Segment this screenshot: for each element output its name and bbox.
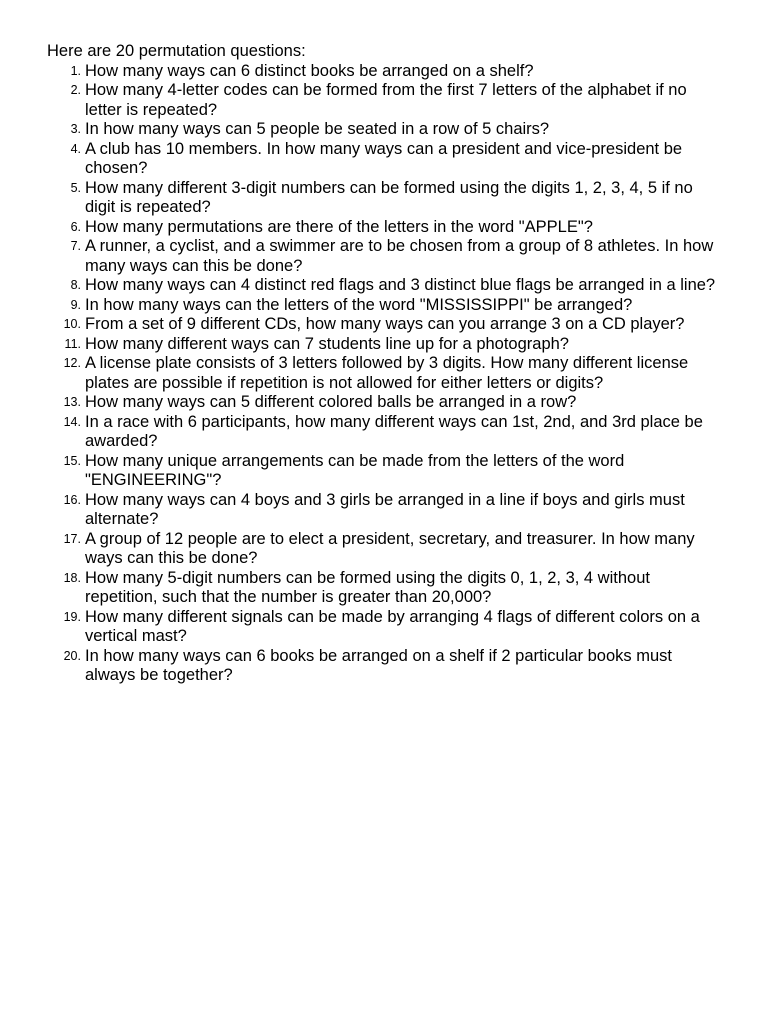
question-item (47, 569, 723, 608)
question-item (47, 647, 723, 686)
question-item (47, 120, 723, 140)
question-text: A license plate consists of 3 letters followed by 3 digits. How many different license plates are possible if repetition is not allowed for either letters or digits? (85, 354, 689, 392)
question-number: 10. (63, 317, 81, 331)
question-text: How many different 3-digit numbers can be formed using the digits 1, 2, 3, 4, 5 if no digit is repeated? (85, 178, 693, 216)
question-item (47, 354, 723, 393)
question-number: 13. (63, 395, 81, 409)
question-number: 11. (64, 336, 81, 351)
question-text: How many ways can 4 distinct red flags and 3 distinct blue flags be arranged in a line? (85, 276, 716, 294)
question-number: 12. (63, 356, 81, 370)
question-text: How many permutations are there of the letters in the word "APPLE"? (85, 217, 593, 236)
question-text: How many ways can 6 distinct books be arranged on a shelf? (85, 61, 534, 80)
question-item (47, 140, 723, 179)
question-number: 14. (63, 414, 81, 429)
question-number: 6. (70, 219, 81, 234)
question-text: How many 4-letter codes can be formed from the first 7 letters of the alphabet if no letter is repeated? (85, 81, 687, 119)
question-number: 2. (70, 83, 81, 97)
question-item (47, 179, 723, 218)
question-number: 3. (70, 122, 81, 136)
question-text: How many ways can 4 boys and 3 girls be arranged in a line if boys and girls must alternate? (85, 490, 685, 528)
question-number: 1. (70, 63, 81, 78)
question-text: How many 5-digit numbers can be formed using the digits 0, 1, 2, 3, 4 without repetition, such that the number is greater than 20,000? (85, 568, 650, 606)
intro-text: Here are 20 permutation questions: (47, 42, 306, 60)
question-item (47, 608, 723, 647)
question-text: A runner, a cyclist, and a swimmer are to be chosen from a group of 8 athletes. In how many ways can this be done? (85, 237, 714, 275)
question-item (47, 237, 723, 276)
question-text: In how many ways can the letters of the word "MISSISSIPPI" be arranged? (85, 295, 633, 314)
question-text: A group of 12 people are to elect a president, secretary, and treasurer. In how many ways can this be done? (85, 529, 695, 567)
question-number: 7. (70, 239, 81, 253)
question-number: 9. (70, 297, 81, 312)
question-number: 20. (63, 648, 81, 663)
question-text: How many ways can 5 different colored balls be arranged in a row? (85, 393, 577, 411)
question-text: In how many ways can 5 people be seated in a row of 5 chairs? (85, 120, 550, 138)
question-item (47, 315, 723, 335)
question-item (47, 296, 723, 316)
question-item (47, 335, 723, 355)
question-item (47, 530, 723, 569)
question-number: 5. (70, 180, 81, 195)
question-text: How many unique arrangements can be made from the letters of the word "ENGINEERING"? (85, 451, 625, 489)
question-item (47, 413, 723, 452)
question-item (47, 62, 723, 82)
question-list (47, 62, 728, 686)
question-text: How many different ways can 7 students line up for a photograph? (85, 334, 569, 353)
question-text: A club has 10 members. In how many ways can a president and vice-president be chosen? (85, 139, 683, 177)
question-number: 18. (63, 570, 81, 585)
question-item (47, 218, 723, 238)
question-item (47, 452, 723, 491)
question-item (47, 276, 723, 296)
question-item (47, 393, 723, 413)
question-number: 19. (63, 609, 81, 624)
question-text: In a race with 6 participants, how many different ways can 1st, 2nd, and 3rd place be awarded? (85, 412, 703, 450)
question-number: 16. (63, 492, 81, 507)
question-number: 8. (70, 278, 81, 292)
question-number: 17. (63, 531, 81, 546)
question-text: From a set of 9 different CDs, how many ways can you arrange 3 on a CD player? (85, 315, 685, 333)
question-item (47, 81, 723, 120)
question-text: In how many ways can 6 books be arranged on a shelf if 2 particular books must always be together? (85, 646, 672, 684)
question-item (47, 491, 723, 530)
question-number: 15. (63, 453, 81, 468)
question-text: How many different signals can be made by arranging 4 flags of different colors on a vertical mast? (85, 607, 700, 645)
question-number: 4. (70, 141, 81, 156)
